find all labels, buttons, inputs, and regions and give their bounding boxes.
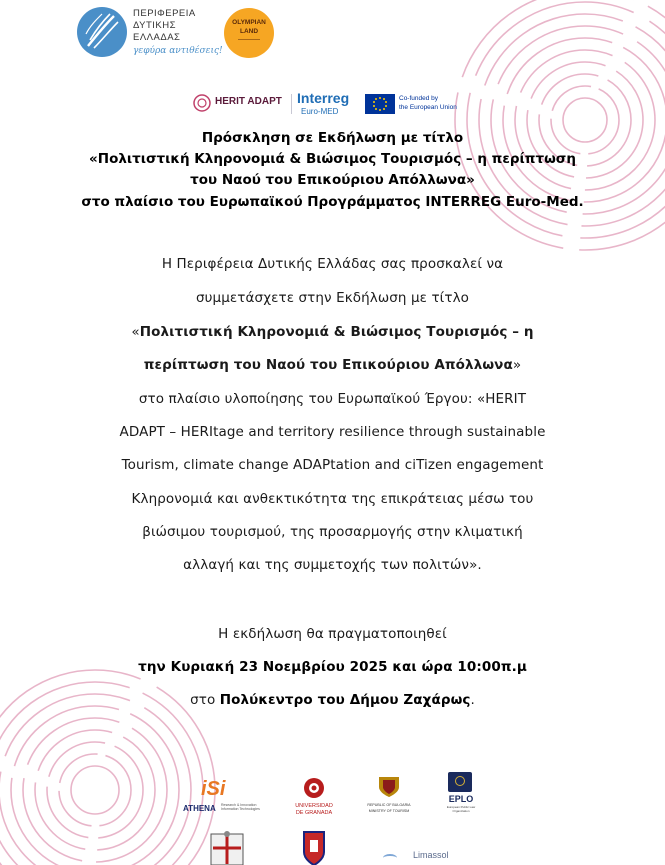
event-title-bold-part2: περίπτωση του Ναού του Επικούριου Απόλλωνα	[143, 357, 513, 373]
invitation-title-line1: Πρόσκληση σε Εκδήλωση με τίτλο	[201, 130, 464, 146]
eplo-caption: European Public Law Organization	[446, 805, 476, 813]
body-line-3-quote: «	[131, 324, 140, 340]
eplo-logo	[441, 772, 481, 818]
bulgaria-ministry-logo	[365, 773, 413, 819]
bulgaria-coat-of-arms-icon	[374, 773, 404, 799]
interreg-logo-line1: Interreg	[297, 90, 350, 106]
region-logo-line2: ΔΥΤΙΚΗΣ	[133, 20, 176, 31]
eu-flag-icon	[365, 94, 395, 114]
region-logo-line1: ΠΕΡΙΦΕΡΕΙΑ	[133, 8, 196, 19]
limassol-logo	[383, 848, 463, 865]
eplo-emblem-icon	[448, 772, 472, 792]
herit-emblem-icon	[193, 94, 211, 112]
herit-adapt-text: HERIT ADAPT	[215, 96, 282, 107]
logo-divider	[291, 94, 292, 114]
granada-seal-icon	[303, 776, 325, 800]
body-line-4-quote: »	[512, 357, 522, 373]
body-line-6: ADAPT – HERItage and territory resilience through sustainable	[119, 424, 546, 440]
body-line-2: συμμετάσχετε στην Εκδήλωση με τίτλο	[195, 290, 470, 306]
body-line-8: Κληρονομιά και ανθεκτικότητα της επικράτειας μέσω του	[131, 491, 534, 507]
event-datetime: την Κυριακή 23 Νοεμβρίου 2025 και ώρα 10:00π.μ	[138, 659, 527, 675]
region-logo	[76, 4, 221, 60]
event-venue: Πολύκεντρο του Δήμου Ζαχάρως	[219, 692, 471, 708]
granada-line1: UNIVERSIDAD	[295, 803, 333, 809]
interreg-logo-line2: Euro-MED	[301, 107, 339, 116]
event-title-bold-part1: Πολιτιστική Κληρονομιά & Βιώσιμος Τουρισμός – η	[139, 324, 534, 340]
isi-athena-logo	[183, 778, 265, 820]
granada-line2: DE GRANADA	[295, 810, 333, 816]
herit-adapt-logo	[193, 93, 288, 113]
region-logo-line3: ΕΛΛΑΔΑΣ	[133, 32, 181, 43]
bulgaria-line2: MINISTRY OF TOURISM	[368, 809, 410, 813]
isi-logo-sub: ATHENA	[183, 804, 216, 813]
body-line-3	[0, 324, 665, 340]
limassol-text: Limassol	[413, 850, 449, 860]
olympian-logo-line1: OLYMPIAN	[232, 19, 266, 26]
olympian-logo-scribble	[238, 39, 260, 46]
event-venue-suffix: .	[470, 692, 475, 708]
event-venue-prefix: στο	[190, 692, 220, 708]
body-line-7: Tourism, climate change ADAPtation and ciTizen engagement	[121, 457, 544, 473]
bulgaria-line1: REPUBLIC OF BULGARIA	[367, 803, 411, 807]
region-logo-tagline: γεφύρα αντιθέσεις!	[133, 46, 223, 56]
body-line-10: αλλαγή και της συμμετοχής των πολιτών».	[183, 557, 482, 573]
event-intro: Η εκδήλωση θα πραγματοποιηθεί	[218, 626, 447, 642]
body-line-4	[0, 357, 665, 373]
event-venue-line	[0, 692, 665, 708]
body-line-5: στο πλαίσιο υλοποίησης του Ευρωπαϊκού Έργου: «HERIT	[138, 391, 527, 407]
isi-logo-name: iSi	[201, 778, 226, 800]
interreg-logo	[297, 90, 359, 118]
invitation-title-line4: στο πλαίσιο του Ευρωπαϊκού Προγράμματος INTERREG Euro-Med.	[81, 194, 584, 210]
limassol-wave-icon	[383, 854, 397, 862]
shield-badge-icon	[302, 830, 326, 865]
invitation-title-line2: «Πολιτιστική Κληρονομιά & Βιώσιμος Τουρισμός – η περίπτωση	[89, 151, 576, 167]
eu-logo-line2: the European Union	[399, 104, 457, 111]
olympian-land-logo	[224, 8, 274, 58]
isi-logo-caption: Research & Innovation Information Technologies	[221, 803, 260, 811]
eplo-name: EPLO	[448, 794, 474, 804]
eu-logo-line1: Co-funded by	[399, 95, 439, 102]
invitation-title-line3: του Ναού του Επικούριου Απόλλωνα»	[190, 172, 475, 188]
olympian-logo-line2: LAND	[239, 28, 259, 35]
granada-logo	[290, 776, 338, 822]
eu-logo	[365, 93, 460, 115]
region-emblem-icon	[76, 6, 128, 58]
body-line-9: βιώσιμου τουρισμού, της προσαρμογής στην κλιματική	[142, 524, 523, 540]
body-line-1: Η Περιφέρεια Δυτικής Ελλάδας σας προσκαλεί να	[161, 256, 504, 272]
crest-shield-icon	[205, 830, 249, 865]
